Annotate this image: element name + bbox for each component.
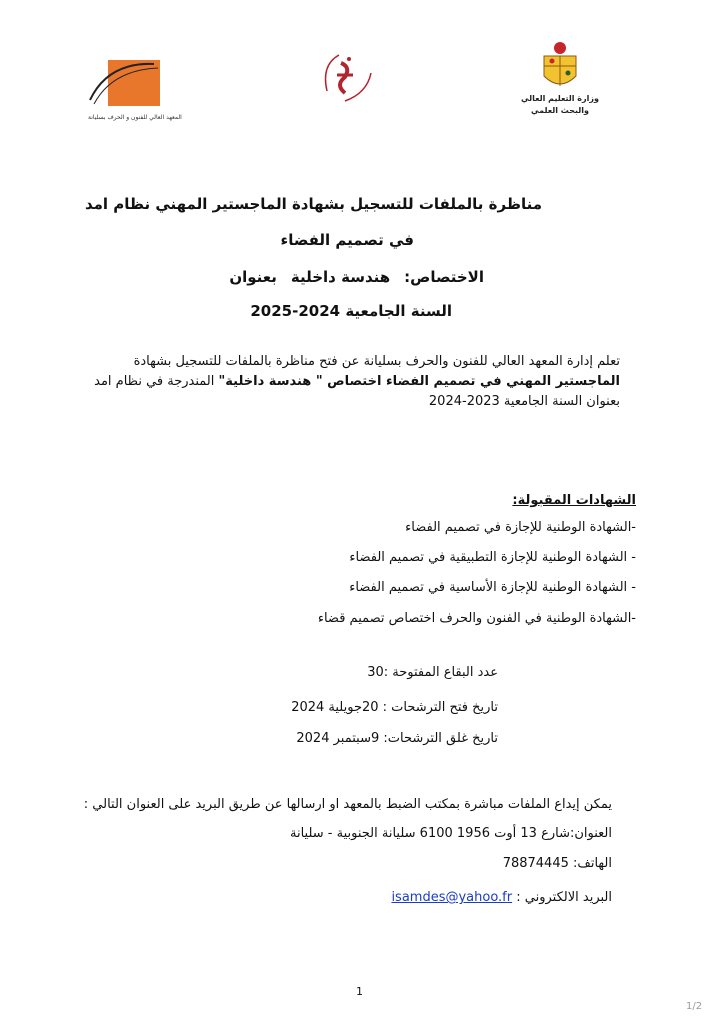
intro-part3: المندرجة في نظام امد بعنوان السنة الجامعية 2023-2024 bbox=[94, 374, 620, 409]
university-logo bbox=[305, 45, 385, 115]
email-label: البريد الالكتروني : bbox=[516, 890, 612, 905]
certificate-item: - الشهادة الوطنية للإجازة الأساسية في تصميم الفضاء bbox=[349, 580, 636, 595]
certificate-item: -الشهادة الوطنية للإجازة في تصميم الفضاء bbox=[405, 520, 636, 535]
institute-logo bbox=[88, 58, 182, 126]
title-line2: في تصميم الفضاء bbox=[280, 231, 414, 249]
email-row bbox=[391, 890, 612, 905]
applications-close-date: تاريخ غلق الترشحات: 9سبتمبر 2024 bbox=[296, 731, 498, 746]
academic-year: السنة الجامعية 2024-2025 bbox=[250, 302, 452, 320]
certificate-item: - الشهادة الوطنية للإجازة التطبيقية في تصميم الفضاء bbox=[349, 550, 636, 565]
title-line1: مناظرة بالملفات للتسجيل بشهادة الماجستير المهني نظام امد bbox=[84, 195, 542, 213]
institute-logo-caption: المعهد العالي للفنون و الحرف بسليانة bbox=[88, 114, 182, 121]
page-count-indicator: 1/2 bbox=[686, 1001, 703, 1012]
title-specialty bbox=[229, 268, 484, 286]
email-link[interactable]: isamdes@yahoo.fr bbox=[391, 890, 513, 905]
deposit-instructions: يمكن إيداع الملفات مباشرة بمكتب الضبط بالمعهد او ارسالها عن طريق البريد على العنوان التالي : bbox=[83, 797, 612, 812]
page-number: 1 bbox=[356, 985, 363, 998]
tunisia-coat-of-arms-icon bbox=[520, 40, 600, 94]
intro-part1: تعلم إدارة المعهد العالي للفنون والحرف بسليانة عن فتح مناظرة بالملفات للتسجيل بشهادة bbox=[133, 354, 620, 369]
intro-paragraph bbox=[80, 352, 620, 412]
open-seats: عدد البقاع المفتوحة :30 bbox=[367, 665, 498, 680]
accepted-certificates-title: الشهادات المقبولة: bbox=[512, 493, 636, 508]
phone-number: الهاتف: 78874445 bbox=[502, 856, 612, 871]
specialty-tail: بعنوان bbox=[229, 268, 277, 286]
swoosh-icon bbox=[88, 58, 168, 108]
ministry-logo bbox=[520, 40, 600, 118]
ministry-caption-line2: والبحث العلمي bbox=[531, 106, 589, 115]
applications-open-date: تاريخ فتح الترشحات : 20جويلية 2024 bbox=[291, 700, 498, 715]
specialty-value: هندسة داخلية bbox=[290, 268, 391, 286]
intro-part2: الماجستير المهني في تصميم الفضاء اختصاص " هندسة داخلية" bbox=[218, 374, 620, 389]
certificate-item: -الشهادة الوطنية في الفنون والحرف اختصاص تصميم قضاء bbox=[317, 611, 636, 626]
ministry-caption-line1: وزارة التعليم العالي bbox=[521, 94, 599, 103]
specialty-label: الاختصاص: bbox=[404, 268, 484, 286]
postal-address: العنوان:شارع 13 أوت 1956 6100 سليانة الجنوبية - سليانة bbox=[290, 826, 612, 841]
university-emblem-icon bbox=[305, 45, 385, 115]
